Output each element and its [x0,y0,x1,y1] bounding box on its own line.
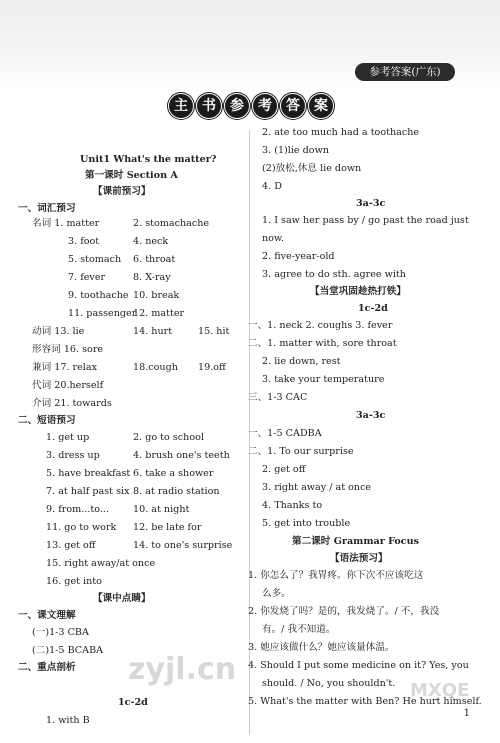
left-line: 11. go to work [46,522,117,533]
left-line: 6. take a shower [133,468,214,479]
left-line: 13. get off [46,540,96,551]
watermark-logo: zyjl.cn [128,652,237,687]
left-line: 5. have breakfast [46,468,131,479]
left-line: 1. get up [46,432,90,443]
right-line: 1c-2d [358,303,388,314]
left-line: 二、重点剖析 [18,662,76,673]
right-line: 么多。 [262,588,291,599]
left-line: 19.off [198,362,226,373]
left-line: 3. foot [68,236,100,247]
left-line: 兼词 17. relax [32,362,98,373]
left-line: 形容词 16. sore [32,344,104,355]
right-line: 1. I saw her pass by / go past the road just [262,215,469,226]
right-line: 一、1-5 CADBA [248,428,322,439]
right-line: 3. right away / at once [262,482,372,493]
right-line: 三、1-3 CAC [248,392,308,403]
watermark-logo-2: MXQE [410,680,470,701]
title-char: 答 [280,93,306,119]
right-line: 2. get off [262,464,306,475]
title-char: 主 [168,93,194,119]
right-line: 3. 她应该做什么？她应该量体温。 [248,642,395,653]
left-line: 9. from...to... [46,504,109,515]
right-line: 3a-3c [356,410,386,421]
page-title [168,93,334,119]
left-line: 4. brush one's teeth [133,450,230,461]
left-line: 1. with B [46,715,90,726]
left-line: Unit1 What's the matter? [80,154,217,165]
right-line: 二、1. To our surprise [248,446,354,457]
left-line: 3. dress up [46,450,100,461]
left-line: 2. go to school [133,432,204,443]
right-line: 【语法预习】 [330,553,388,564]
right-line: 第二课时 Grammar Focus [292,536,419,547]
left-line: 动词 13. lie [32,326,85,337]
left-line: 16. get into [46,576,102,587]
left-line: 6. throat [133,254,176,265]
left-line: 介词 21. towards [32,398,112,409]
right-line: 5. What's the matter with Ben? He hurt himself. [248,696,482,707]
left-line: 12. be late for [133,522,202,533]
right-line: 2. 你发烧了吗？是的，我发烧了。/ 不，我没 [248,606,440,617]
left-line: 7. fever [68,272,106,283]
left-line: (一)1-3 CBA [32,627,89,638]
title-char: 考 [252,93,278,119]
left-line: 9. toothache [68,290,129,301]
left-line: 名词 1. matter [32,218,100,229]
left-line: 7. at half past six [46,486,130,497]
left-line: (二)1-5 BCABA [32,645,104,656]
right-line: (2)放松,休息 lie down [262,163,362,174]
right-line: 【当堂巩固趁热打铁】 [310,286,406,297]
left-line: 12. matter [133,308,185,319]
title-char: 书 [196,93,222,119]
left-line: 15. hit [198,326,230,337]
right-line: now. [262,233,285,244]
left-line: 【课中点睛】 [93,593,151,604]
right-line: 一、1. neck 2. coughs 3. fever [248,320,393,331]
right-line: 2. ate too much had a toothache [262,127,420,138]
title-char: 参 [224,93,250,119]
left-line: 4. neck [133,236,169,247]
right-line: 3. (1)lie down [262,145,329,156]
right-line: 5. get into trouble [262,518,351,529]
right-line: 1. 你怎么了？我胃疼。你下次不应该吃这 [248,570,424,581]
left-line: 一、课文理解 [18,610,76,621]
title-char: 案 [308,93,334,119]
left-line: 10. at night [133,504,190,515]
left-line: 代词 20.herself [32,380,104,391]
left-line: 11. passenger [68,308,137,319]
right-line: should. / No, you shouldn't. [262,678,396,689]
left-line: 10. break [133,290,180,301]
right-line: 3. take your temperature [262,374,385,385]
left-line: 第一课时 Section A [85,170,178,181]
left-line: 【课前预习】 [93,186,151,197]
left-line: 15. right away/at once [46,558,156,569]
left-line: 1c-2d [118,697,148,708]
left-line: 14. to one's surprise [133,540,233,551]
answer-key-tag: 参考答案(广东) [355,63,455,81]
right-line: 二、1. matter with, sore throat [248,338,397,349]
left-line: 二、短语预习 [18,415,76,426]
page-number: 1 [463,708,470,719]
left-line: 18.cough [133,362,178,373]
right-line: 3. agree to do sth. agree with [262,269,406,280]
right-line: 2. lie down, rest [262,356,341,367]
left-line: 2. stomachache [133,218,210,229]
right-line: 4. Thanks to [262,500,323,511]
left-line: 8. at radio station [133,486,220,497]
right-line: 3a-3c [356,198,386,209]
right-line: 2. five-year-old [262,251,335,262]
left-line: 8. X-ray [133,272,171,283]
right-line: 4. Should I put some medicine on it? Yes, you [248,660,469,671]
right-line: 有。/ 我不知道。 [262,624,336,635]
left-line: 5. stomach [68,254,122,265]
left-line: 一、词汇预习 [18,203,76,214]
right-line: 4. D [262,181,282,192]
left-line: 14. hurt [133,326,173,337]
